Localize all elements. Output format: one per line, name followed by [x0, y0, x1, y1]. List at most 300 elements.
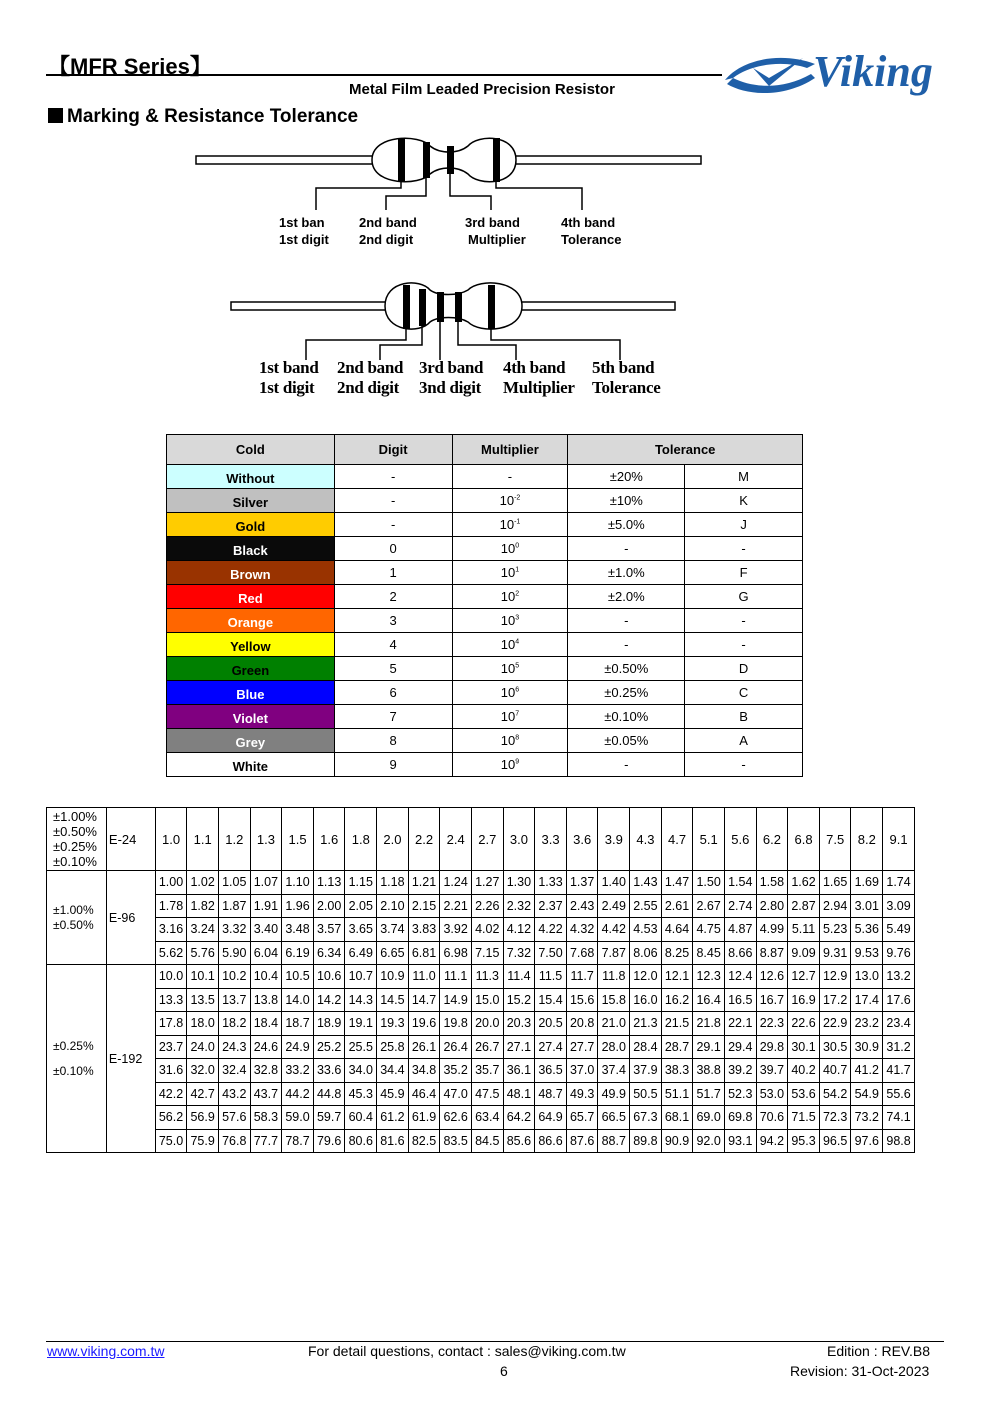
header-multiplier: Multiplier [452, 435, 568, 465]
value-cell: 92.0 [693, 1129, 725, 1153]
value-cell: 2.26 [471, 894, 503, 918]
table-row [47, 894, 915, 918]
value-cell: 1.07 [250, 871, 282, 895]
value-cell: 1.8 [345, 808, 377, 871]
tolerance-value: ±2.0% [568, 585, 685, 609]
value-cell: 83.5 [440, 1129, 472, 1153]
value-cell: 98.8 [883, 1129, 915, 1153]
table-row [47, 1059, 915, 1083]
tolerance-value: ±0.05% [568, 729, 685, 753]
value-cell: 1.87 [218, 894, 250, 918]
value-cell: 1.62 [788, 871, 820, 895]
tolerance-code: C [685, 681, 803, 705]
color-name: Green [167, 657, 335, 681]
value-cell: 5.1 [693, 808, 725, 871]
square-bullet-icon [48, 108, 63, 123]
value-cell: 18.7 [282, 1012, 314, 1036]
color-name: Brown [167, 561, 335, 585]
value-cell: 18.9 [313, 1012, 345, 1036]
multiplier-exponent: 7 [515, 710, 520, 718]
value-cell: 2.10 [377, 894, 409, 918]
value-cell: 29.4 [724, 1035, 756, 1059]
tolerance-code: D [685, 657, 803, 681]
series-title: 【MFR Series】 [48, 54, 212, 79]
value-cell: 11.3 [471, 965, 503, 989]
value-cell: 80.6 [345, 1129, 377, 1153]
value-cell: 14.3 [345, 988, 377, 1012]
value-cell: 4.99 [756, 918, 788, 942]
value-cell: 4.22 [535, 918, 567, 942]
value-cell: 67.3 [630, 1106, 662, 1130]
table-row [47, 941, 915, 965]
value-cell: 1.91 [250, 894, 282, 918]
digit-value: - [334, 465, 452, 489]
table-row [47, 1106, 915, 1130]
value-cell: 19.8 [440, 1012, 472, 1036]
value-cell: 50.5 [630, 1082, 662, 1106]
value-cell: 35.2 [440, 1059, 472, 1083]
value-cell: 43.7 [250, 1082, 282, 1106]
value-cell: 88.7 [598, 1129, 630, 1153]
value-cell: 15.2 [503, 988, 535, 1012]
color-row-silver [167, 489, 803, 513]
value-cell: 58.3 [250, 1106, 282, 1130]
value-cell: 1.05 [218, 871, 250, 895]
value-cell: 23.7 [155, 1035, 187, 1059]
value-cell: 31.2 [883, 1035, 915, 1059]
value-cell: 1.37 [566, 871, 598, 895]
value-cell: 97.6 [851, 1129, 883, 1153]
value-cell: 8.25 [661, 941, 693, 965]
footer-rule [46, 1341, 944, 1342]
value-cell: 71.5 [788, 1106, 820, 1130]
value-cell: 10.1 [187, 965, 219, 989]
value-cell: 30.1 [788, 1035, 820, 1059]
digit-value: 5 [334, 657, 452, 681]
value-cell: 7.87 [598, 941, 630, 965]
value-cell: 12.0 [630, 965, 662, 989]
value-cell: 51.1 [661, 1082, 693, 1106]
digit-value: 8 [334, 729, 452, 753]
value-cell: 8.45 [693, 941, 725, 965]
value-cell: 87.6 [566, 1129, 598, 1153]
value-cell: 59.0 [282, 1106, 314, 1130]
value-cell: 14.9 [440, 988, 472, 1012]
digit-value: 7 [334, 705, 452, 729]
color-name: Grey [167, 729, 335, 753]
value-cell: 66.5 [598, 1106, 630, 1130]
value-cell: 6.19 [282, 941, 314, 965]
value-cell: 19.6 [408, 1012, 440, 1036]
value-cell: 44.2 [282, 1082, 314, 1106]
band-label: 1st band 1st digit [259, 358, 319, 397]
value-cell: 46.4 [408, 1082, 440, 1106]
tolerance-code: G [685, 585, 803, 609]
tolerance-value: ±1.0% [568, 561, 685, 585]
value-cell: 41.2 [851, 1059, 883, 1083]
tolerance-value: ±5.0% [568, 513, 685, 537]
brand-wordmark: Viking [813, 47, 933, 96]
band-label: 3rd band Multiplier [465, 215, 526, 247]
value-cell: 2.0 [377, 808, 409, 871]
color-table-body [167, 465, 803, 777]
value-cell: 12.1 [661, 965, 693, 989]
value-cell: 2.37 [535, 894, 567, 918]
value-cell: 28.4 [630, 1035, 662, 1059]
value-cell: 4.42 [598, 918, 630, 942]
value-cell: 14.0 [282, 988, 314, 1012]
value-cell: 32.0 [187, 1059, 219, 1083]
value-cell: 1.24 [440, 871, 472, 895]
value-cell: 44.8 [313, 1082, 345, 1106]
tolerance-group [47, 871, 107, 965]
value-cell: 19.1 [345, 1012, 377, 1036]
value-cell: 21.0 [598, 1012, 630, 1036]
tolerance-code: J [685, 513, 803, 537]
value-cell: 57.6 [218, 1106, 250, 1130]
value-cell: 5.62 [155, 941, 187, 965]
value-cell: 16.9 [788, 988, 820, 1012]
value-cell: 69.0 [693, 1106, 725, 1130]
tolerance-code: - [685, 609, 803, 633]
multiplier-value [452, 633, 568, 657]
value-cell: 82.5 [408, 1129, 440, 1153]
multiplier-base: 10 [500, 661, 516, 676]
table-row [47, 1129, 915, 1153]
tolerance-code: M [685, 465, 803, 489]
value-cell: 48.1 [503, 1082, 535, 1106]
value-cell: 1.0 [155, 808, 187, 871]
value-cell: 96.5 [819, 1129, 851, 1153]
value-cell: 32.4 [218, 1059, 250, 1083]
value-cell: 33.2 [282, 1059, 314, 1083]
value-cell: 4.3 [630, 808, 662, 871]
multiplier-value [452, 489, 568, 513]
value-cell: 16.5 [724, 988, 756, 1012]
color-name: White [167, 753, 335, 777]
value-cell: 43.2 [218, 1082, 250, 1106]
value-cell: 17.4 [851, 988, 883, 1012]
value-cell: 73.2 [851, 1106, 883, 1130]
value-cell: 7.32 [503, 941, 535, 965]
value-cell: 13.5 [187, 988, 219, 1012]
edition-text: Edition : REV.B8 [827, 1343, 930, 1359]
value-cell: 42.7 [187, 1082, 219, 1106]
value-cell: 12.3 [693, 965, 725, 989]
value-cell: 77.7 [250, 1129, 282, 1153]
value-cell: 5.76 [187, 941, 219, 965]
multiplier-exponent: 0 [515, 542, 520, 550]
value-cell: 10.9 [377, 965, 409, 989]
tolerance-value: - [568, 633, 685, 657]
value-cell: 3.74 [377, 918, 409, 942]
multiplier-base: 10 [500, 565, 516, 580]
value-cell: 39.7 [756, 1059, 788, 1083]
value-cell: 7.5 [819, 808, 851, 871]
table-row [47, 988, 915, 1012]
tolerance-value: ±20% [568, 465, 685, 489]
value-cell: 95.3 [788, 1129, 820, 1153]
multiplier-exponent: 8 [515, 734, 520, 742]
band-label: 2nd band 2nd digit [337, 358, 404, 397]
value-cell: 49.3 [566, 1082, 598, 1106]
band-label: 2nd band 2nd digit [359, 215, 417, 247]
value-cell: 3.24 [187, 918, 219, 942]
value-cell: 16.7 [756, 988, 788, 1012]
tolerance-value: ±0.25% [568, 681, 685, 705]
value-cell: 6.81 [408, 941, 440, 965]
value-cell: 1.00 [155, 871, 187, 895]
value-cell: 30.5 [819, 1035, 851, 1059]
value-cell: 2.61 [661, 894, 693, 918]
value-cell: 22.3 [756, 1012, 788, 1036]
value-cell: 47.5 [471, 1082, 503, 1106]
value-cell: 14.7 [408, 988, 440, 1012]
value-cell: 16.2 [661, 988, 693, 1012]
multiplier-value [452, 537, 568, 561]
value-cell: 3.0 [503, 808, 535, 871]
color-name: Violet [167, 705, 335, 729]
value-cell: 7.50 [535, 941, 567, 965]
value-cell: 2.32 [503, 894, 535, 918]
value-cell: 9.76 [883, 941, 915, 965]
multiplier-exponent: 2 [515, 590, 520, 598]
value-cell: 6.49 [345, 941, 377, 965]
value-cell: 56.9 [187, 1106, 219, 1130]
value-cell: 21.3 [630, 1012, 662, 1036]
header-color: Cold [167, 435, 335, 465]
value-cell: 62.6 [440, 1106, 472, 1130]
value-cell: 1.3 [250, 808, 282, 871]
value-cell: 1.18 [377, 871, 409, 895]
value-cell: 78.7 [282, 1129, 314, 1153]
value-cell: 41.7 [883, 1059, 915, 1083]
header-digit: Digit [334, 435, 452, 465]
value-cell: 35.7 [471, 1059, 503, 1083]
value-cell: 1.74 [883, 871, 915, 895]
color-name: Red [167, 585, 335, 609]
tolerance-label: ±1.00% [53, 809, 97, 824]
value-cell: 2.7 [471, 808, 503, 871]
color-row-gold [167, 513, 803, 537]
value-cell: 22.6 [788, 1012, 820, 1036]
color-row-black [167, 537, 803, 561]
value-cell: 16.0 [630, 988, 662, 1012]
value-cell: 2.87 [788, 894, 820, 918]
value-cell: 42.2 [155, 1082, 187, 1106]
value-cell: 2.2 [408, 808, 440, 871]
multiplier-base: 10 [500, 589, 516, 604]
four-band-resistor [196, 138, 701, 210]
value-cell: 40.2 [788, 1059, 820, 1083]
value-cell: 3.09 [883, 894, 915, 918]
value-cell: 34.0 [345, 1059, 377, 1083]
value-cell: 20.0 [471, 1012, 503, 1036]
tolerance-code: - [685, 753, 803, 777]
tolerance-value: - [568, 609, 685, 633]
value-cell: 45.3 [345, 1082, 377, 1106]
value-cell: 20.8 [566, 1012, 598, 1036]
multiplier-value: - [452, 465, 568, 489]
value-cell: 17.2 [819, 988, 851, 1012]
value-cell: 11.0 [408, 965, 440, 989]
multiplier-exponent: -1 [514, 518, 521, 526]
value-cell: 2.67 [693, 894, 725, 918]
table-row [47, 808, 915, 871]
value-cell: 1.43 [630, 871, 662, 895]
value-cell: 15.6 [566, 988, 598, 1012]
value-cell: 27.4 [535, 1035, 567, 1059]
value-cell: 2.43 [566, 894, 598, 918]
band-label: 3rd band 3nd digit [419, 358, 484, 397]
table-row [47, 1082, 915, 1106]
value-cell: 74.1 [883, 1106, 915, 1130]
tolerance-label: ±0.25% [53, 839, 97, 854]
value-cell: 85.6 [503, 1129, 535, 1153]
page-number: 6 [500, 1363, 508, 1379]
value-cell: 47.0 [440, 1082, 472, 1106]
tolerance-label: ±0.10% [53, 854, 97, 869]
value-cell: 8.87 [756, 941, 788, 965]
color-name: Orange [167, 609, 335, 633]
color-row-violet [167, 705, 803, 729]
value-cell: 9.1 [883, 808, 915, 871]
value-cell: 40.7 [819, 1059, 851, 1083]
tolerance-code: B [685, 705, 803, 729]
value-cell: 7.15 [471, 941, 503, 965]
series-label: E-192 [106, 965, 155, 1153]
multiplier-exponent: 4 [515, 638, 520, 646]
value-cell: 8.06 [630, 941, 662, 965]
value-cell: 10.6 [313, 965, 345, 989]
viking-logo [723, 44, 955, 100]
value-cell: 1.30 [503, 871, 535, 895]
table-row [47, 965, 915, 989]
multiplier-base: 10 [500, 685, 516, 700]
multiplier-value [452, 681, 568, 705]
value-cell: 79.6 [313, 1129, 345, 1153]
value-cell: 5.11 [788, 918, 820, 942]
color-row-grey [167, 729, 803, 753]
value-cell: 1.78 [155, 894, 187, 918]
value-cell: 5.49 [883, 918, 915, 942]
value-cell: 12.6 [756, 965, 788, 989]
value-cell: 12.4 [724, 965, 756, 989]
tolerance-label: ±0.50% [53, 917, 94, 932]
value-cell: 1.54 [724, 871, 756, 895]
multiplier-value [452, 561, 568, 585]
table-row [47, 871, 915, 895]
values-table-body [47, 808, 915, 1153]
value-cell: 13.2 [883, 965, 915, 989]
tolerance-value: ±0.10% [568, 705, 685, 729]
value-cell: 25.2 [313, 1035, 345, 1059]
digit-value: 4 [334, 633, 452, 657]
value-cell: 1.10 [282, 871, 314, 895]
value-cell: 61.2 [377, 1106, 409, 1130]
value-cell: 3.3 [535, 808, 567, 871]
value-cell: 86.6 [535, 1129, 567, 1153]
value-cell: 1.47 [661, 871, 693, 895]
contact-text: For detail questions, contact : sales@viking.com.tw [308, 1343, 626, 1359]
value-cell: 28.0 [598, 1035, 630, 1059]
value-cell: 13.3 [155, 988, 187, 1012]
value-cell: 2.00 [313, 894, 345, 918]
value-cell: 2.94 [819, 894, 851, 918]
value-cell: 1.02 [187, 871, 219, 895]
value-cell: 30.9 [851, 1035, 883, 1059]
color-name: Silver [167, 489, 335, 513]
value-cell: 15.8 [598, 988, 630, 1012]
value-cell: 53.0 [756, 1082, 788, 1106]
value-cell: 4.87 [724, 918, 756, 942]
table-row [47, 1012, 915, 1036]
digit-value: 2 [334, 585, 452, 609]
value-cell: 49.9 [598, 1082, 630, 1106]
multiplier-value [452, 585, 568, 609]
value-cell: 37.4 [598, 1059, 630, 1083]
value-cell: 13.8 [250, 988, 282, 1012]
value-cell: 4.7 [661, 808, 693, 871]
value-cell: 10.5 [282, 965, 314, 989]
value-cell: 25.5 [345, 1035, 377, 1059]
value-cell: 68.1 [661, 1106, 693, 1130]
tolerance-group [47, 808, 107, 871]
value-cell: 3.40 [250, 918, 282, 942]
color-code-table [166, 434, 803, 777]
value-cell: 8.66 [724, 941, 756, 965]
tolerance-group [47, 965, 107, 1153]
value-cell: 5.6 [724, 808, 756, 871]
value-cell: 2.15 [408, 894, 440, 918]
value-cell: 69.8 [724, 1106, 756, 1130]
value-cell: 1.50 [693, 871, 725, 895]
value-cell: 2.05 [345, 894, 377, 918]
multiplier-exponent: 1 [515, 566, 520, 574]
value-cell: 1.5 [282, 808, 314, 871]
color-row-brown [167, 561, 803, 585]
value-cell: 11.8 [598, 965, 630, 989]
digit-value: 1 [334, 561, 452, 585]
multiplier-value [452, 657, 568, 681]
color-row-without [167, 465, 803, 489]
value-cell: 34.4 [377, 1059, 409, 1083]
value-cell: 3.9 [598, 808, 630, 871]
value-cell: 60.4 [345, 1106, 377, 1130]
value-cell: 93.1 [724, 1129, 756, 1153]
value-cell: 1.33 [535, 871, 567, 895]
band-label: 4th band Multiplier [503, 358, 575, 397]
multiplier-value [452, 753, 568, 777]
value-cell: 75.0 [155, 1129, 187, 1153]
value-cell: 5.36 [851, 918, 883, 942]
value-cell: 3.01 [851, 894, 883, 918]
website-link[interactable]: www.viking.com.tw [47, 1343, 165, 1359]
value-cell: 34.8 [408, 1059, 440, 1083]
value-cell: 70.6 [756, 1106, 788, 1130]
value-cell: 6.8 [788, 808, 820, 871]
value-cell: 38.3 [661, 1059, 693, 1083]
value-cell: 33.6 [313, 1059, 345, 1083]
value-cell: 4.02 [471, 918, 503, 942]
value-cell: 3.92 [440, 918, 472, 942]
multiplier-value [452, 609, 568, 633]
value-cell: 29.1 [693, 1035, 725, 1059]
value-cell: 1.6 [313, 808, 345, 871]
tolerance-label: ±0.10% [53, 1063, 94, 1078]
revision-text: Revision: 31-Oct-2023 [790, 1363, 930, 1379]
value-cell: 1.82 [187, 894, 219, 918]
